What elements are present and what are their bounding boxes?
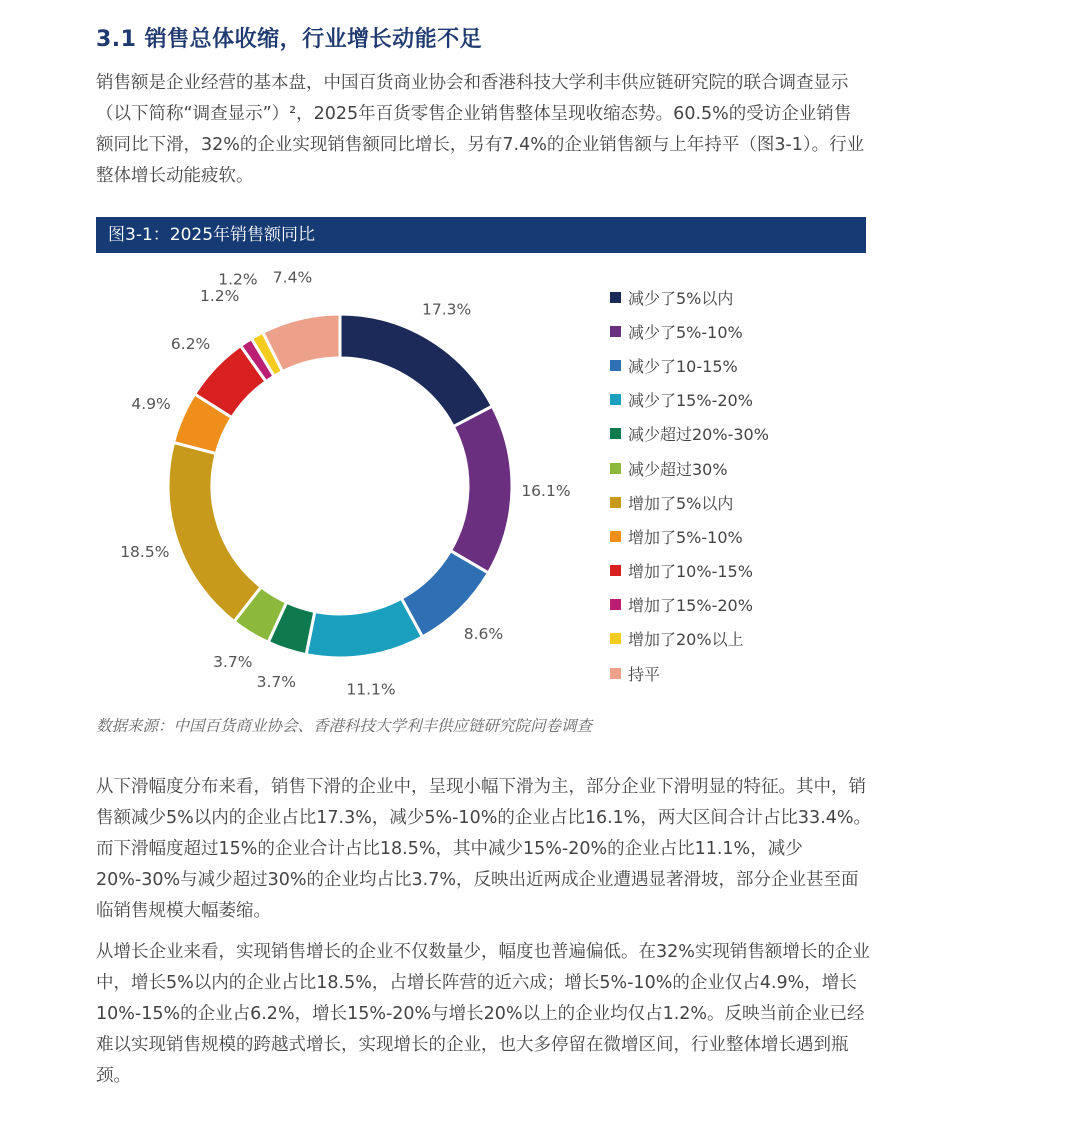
- figure-title: 图3-1：2025年销售额同比: [96, 217, 866, 253]
- legend-swatch: [610, 292, 621, 303]
- slice-label: 4.9%: [131, 394, 171, 413]
- legend-label: 增加了15%-20%: [628, 596, 753, 616]
- slice-label: 17.3%: [421, 300, 472, 319]
- legend-item: [610, 485, 870, 519]
- donut-slice: [450, 406, 512, 573]
- legend-swatch: [610, 394, 621, 405]
- intro-paragraph: 销售额是企业经营的基本盘，中国百货商业协会和香港科技大学利丰供应链研究院的联合调查显示（以下简称“调查显示”）²，2025年百货零售企业销售整体呈现收缩态势。60.5%的受访企业销售额同比下滑，32%的企业实现销售额同比增长，另有7.4%的企业销售额与上年持平（图3-1）。行业整体增长动能疲软。: [96, 73, 865, 186]
- legend-item: [610, 417, 870, 451]
- legend-item: [610, 588, 870, 622]
- legend-item: [610, 622, 870, 656]
- slice-label: 6.2%: [170, 335, 211, 354]
- slice-label: 1.2%: [199, 286, 240, 305]
- legend-label: 减少了5%-10%: [628, 322, 743, 342]
- legend-swatch: [610, 531, 621, 542]
- legend-swatch: [610, 326, 621, 337]
- legend-swatch: [610, 599, 621, 610]
- legend-swatch: [610, 565, 621, 576]
- legend-label: 减少超过30%: [628, 459, 728, 479]
- legend-swatch: [610, 497, 621, 508]
- figure-source: 数据来源：中国百货商业协会、香港科技大学利丰供应链研究院问卷调查: [96, 717, 593, 735]
- intro-text: [96, 68, 866, 192]
- legend-swatch: [610, 360, 621, 371]
- legend-label: 减少超过20%-30%: [628, 425, 769, 445]
- legend-label: 增加了10%-15%: [628, 562, 753, 582]
- donut-chart: [60, 262, 580, 702]
- body-paragraph-1: 从下滑幅度分布来看，销售下滑的企业中，呈现小幅下滑为主，部分企业下滑明显的特征。其中，销售额减少5%以内的企业占比17.3%，减少5%-10%的企业占比16.1%，两大区间合计占比33.4%。而下滑幅度超过15%的企业合计占比18.5%，其中减少15%-20%的企业占比11.1%，减少20%-30%与减少超过30%的企业均占比3.7%，反映出近两成企业遭遇显著滑坡，部分企业甚至面临销售规模大幅萎缩。: [96, 777, 872, 921]
- legend-item: [610, 314, 870, 348]
- legend-label: 减少了15%-20%: [628, 391, 753, 411]
- slice-label: 3.7%: [213, 652, 253, 671]
- body-paragraph-2: 从增长企业来看，实现销售增长的企业不仅数量少，幅度也普遍偏低。在32%实现销售额增长的企业中，增长5%以内的企业占比18.5%，占增长阵营的近六成；增长5%-10%的企业仅占4.9%，增长10%-15%的企业占6.2%，增长15%-20%与增长20%以上的企业均仅占1.2%。反映当前企业已经难以实现销售规模的跨越式增长，实现增长的企业，也大多停留在微增区间，行业整体增长遇到瓶颈。: [96, 942, 870, 1086]
- legend-swatch: [610, 633, 621, 644]
- slice-label: 1.2%: [218, 270, 258, 289]
- legend-item: [610, 656, 870, 690]
- legend-label: 增加了20%以上: [628, 630, 744, 650]
- slice-label: 18.5%: [120, 542, 170, 561]
- section-title: 3.1 销售总体收缩，行业增长动能不足: [96, 27, 483, 52]
- legend-swatch: [610, 463, 621, 474]
- legend-label: 增加了5%以内: [628, 493, 734, 513]
- chart-legend: [610, 280, 870, 690]
- legend-item: [610, 280, 870, 314]
- slice-label: 7.4%: [272, 268, 313, 287]
- slice-label: 8.6%: [463, 624, 504, 643]
- donut-slice: [168, 442, 261, 621]
- legend-label: 减少了10-15%: [628, 356, 738, 376]
- legend-item: [610, 554, 870, 588]
- legend-item: [610, 383, 870, 417]
- legend-swatch: [610, 668, 621, 679]
- slice-label: 3.7%: [256, 672, 296, 691]
- donut-slice: [340, 314, 492, 427]
- legend-label: 增加了5%-10%: [628, 527, 743, 547]
- legend-item: [610, 451, 870, 485]
- legend-swatch: [610, 428, 621, 439]
- donut-slice: [306, 598, 422, 658]
- legend-item: [610, 348, 870, 382]
- legend-label: 减少了5%以内: [628, 288, 734, 308]
- body-text: [96, 772, 871, 1102]
- slice-label: 11.1%: [346, 680, 396, 699]
- legend-label: 持平: [628, 664, 661, 684]
- slice-label: 16.1%: [521, 481, 571, 500]
- legend-item: [610, 519, 870, 553]
